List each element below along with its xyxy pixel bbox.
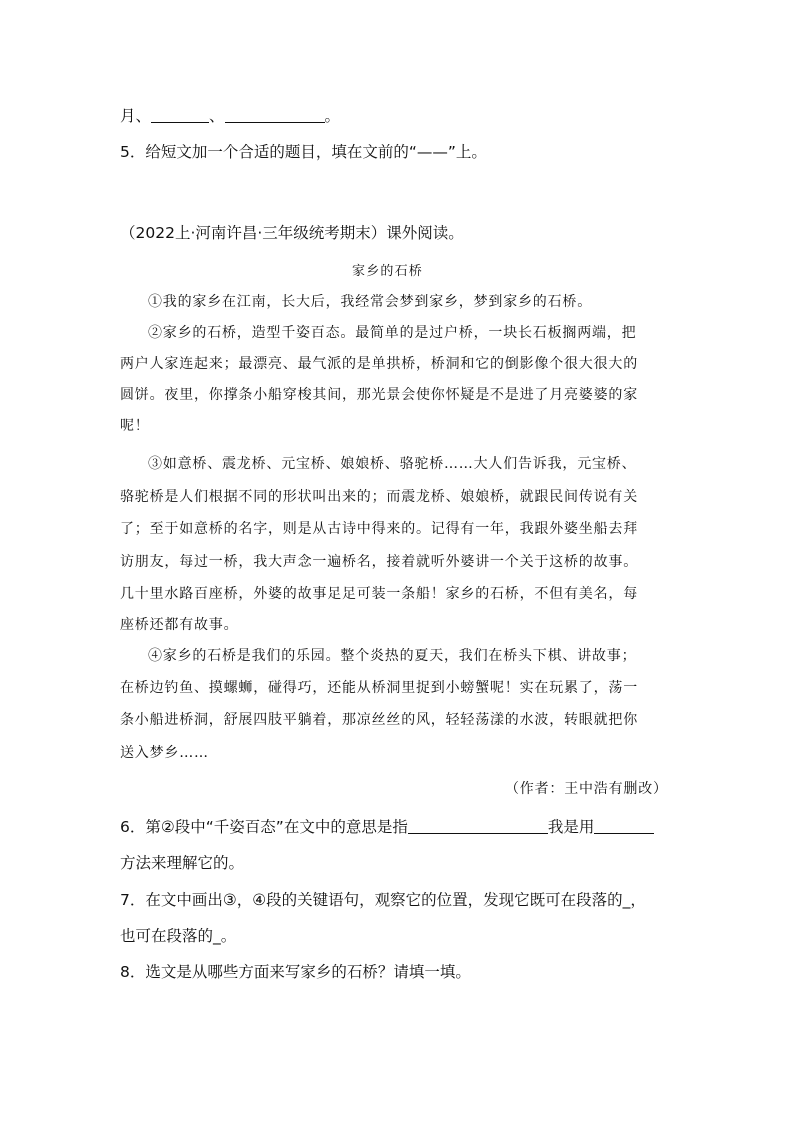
question-6	[120, 815, 654, 837]
line1-prefix: 月、	[120, 107, 152, 125]
paragraph-4-line: 条小船进桥洞，舒展四肢平躺着，那凉丝丝的风，轻轻荡漾的水波，转眼就把你	[120, 712, 638, 728]
question-8: 8．选文是从哪些方面来写家乡的石桥？请填一填。	[120, 963, 471, 981]
paragraph-1: ①我的家乡在江南，长大后，我经常会梦到家乡，梦到家乡的石桥。	[148, 294, 592, 310]
paragraph-4-line: 送入梦乡……	[120, 745, 209, 761]
source-line: （2022上·河南许昌·三年级统考期末）课外阅读。	[120, 224, 464, 242]
paragraph-3-line: 了；至于如意桥的名字，则是从古诗中得来的。记得有一年，我跟外婆坐船去拜	[120, 521, 638, 537]
question-5: 5．给短文加一个合适的题目，填在文前的“——”上。	[120, 143, 487, 161]
article-author: （作者：王中浩有删改）	[505, 781, 668, 797]
paragraph-2-line: 两户人家连起来；最漂亮、最气派的是单拱桥，桥洞和它的倒影像个很大很大的	[120, 356, 638, 372]
paragraph-3-line: 骆驼桥是人们根据不同的形状叫出来的；而震龙桥、娘娘桥，就跟民间传说有关	[120, 489, 638, 505]
article-title: 家乡的石桥	[352, 264, 424, 279]
answer-blank-1[interactable]	[151, 108, 209, 123]
paragraph-2-line: ②家乡的石桥，造型千姿百态。最简单的是过户桥，一块长石板搁两端，把	[148, 325, 637, 341]
paragraph-3-line: 访朋友，每过一桥，我大声念一遍桥名，接着就听外婆讲一个关于这桥的故事。	[120, 554, 638, 570]
paragraph-3-line: 几十里水路百座桥，外婆的故事足足可装一条船！家乡的石桥，不但有美名，每	[120, 586, 638, 602]
question-6-text-b: 我是用	[547, 818, 595, 836]
answer-blank-2[interactable]	[225, 108, 325, 123]
answer-blank-q6-method[interactable]	[594, 819, 654, 834]
paragraph-4-line: ④家乡的石桥是我们的乐园。整个炎热的夏天，我们在桥头下棋、讲故事；	[148, 648, 637, 664]
paragraph-4-line: 在桥边钓鱼、摸螺蛳，碰得巧，还能从桥洞里捉到小螃蟹呢！实在玩累了，荡一	[120, 680, 638, 696]
answer-line-months	[120, 104, 340, 126]
paragraph-2-line: 呢！	[120, 418, 150, 434]
paragraph-3-line: ③如意桥、震龙桥、元宝桥、娘娘桥、骆驼桥……大人们告诉我，元宝桥、	[148, 456, 637, 472]
paragraph-3-line: 座桥还都有故事。	[120, 617, 239, 633]
line1-sep: 、	[209, 107, 225, 125]
question-6-text-a: 6．第②段中“千姿百态”在文中的意思是指	[120, 818, 408, 836]
paragraph-2-line: 圆饼。夜里，你撑条小船穿梭其间，那光景会使你怀疑是不是进了月亮婆婆的家	[120, 387, 638, 403]
line1-end: 。	[324, 107, 341, 125]
question-7-continued: 也可在段落的_。	[120, 927, 237, 945]
question-6-continued: 方法来理解它的。	[120, 854, 245, 872]
answer-blank-q6-meaning[interactable]	[408, 819, 548, 834]
question-7: 7．在文中画出③，④段的关键语句，观察它的位置，发现它既可在段落的_，	[120, 891, 646, 909]
